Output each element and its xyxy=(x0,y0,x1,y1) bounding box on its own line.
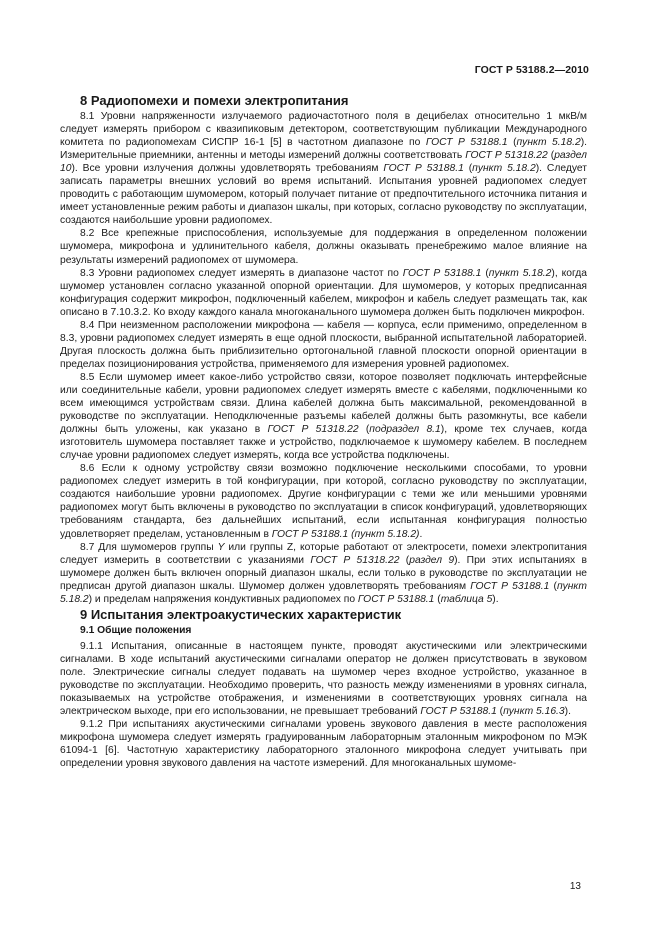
reference-text: пункт 5.16.3 xyxy=(503,706,565,718)
reference-text: раздел 9 xyxy=(409,554,455,566)
page-number: 13 xyxy=(569,881,581,892)
reference-text: ГОСТ Р 53188.1 xyxy=(383,163,464,175)
section-9-paragraph xyxy=(60,640,587,718)
body-text: ). При этих испытаниях в шумомере должен быть включен опорный диапазон шкалы, если только в руководстве по эксплуатации не предписан другой диапазон шкалы. Шумомер должен удовлетворять требованиям xyxy=(60,554,587,592)
reference-text: раздел 10 xyxy=(60,150,587,175)
body-text: 8.4 При неизменном расположении микрофона — кабеля — корпуса, если применимо, определенном в 8.3, уровни радиопомех следует измерять в еще одной плоскости, выбранной испытательной лабораторией. Другая плоскость должна быть приблизительно ортогональной главной плоскости опорной ориентации в пределах позиционирования устройства, применяемого для измерения уровней радиопомех. xyxy=(60,319,587,370)
body-text: или группы Z, которые работают от электросети, помехи электропитания следует измерить в соответствии с указаниями xyxy=(60,541,587,566)
body-text: 8.5 Если шумомер имеет какое-либо устройство связи, которое позволяет подключать интерфейсные или соединительные кабели, уровни радиопомех следует измерять вместе с кабелями, подключенными ко всем имеющимся устройствам связи. Длина кабелей должна быть максимальной, рекомендованной в руководстве по эксплуатации. Неподключенные разъемы кабелей должны быть разомкнуты, все кабели должны быть уложены, как указано в xyxy=(60,371,587,436)
reference-text: подраздел 8.1 xyxy=(369,424,441,436)
body-text: ( xyxy=(547,150,555,162)
section-8-paragraph xyxy=(60,541,587,606)
body-text: ( xyxy=(358,424,370,436)
reference-text: пункт 5.18.2 xyxy=(60,580,587,605)
body-text: 8.7 Для шумомеров группы xyxy=(80,541,218,553)
body-text: 8.2 Все крепежные приспособления, используемые для поддержания в определенном положении шумомера, микрофона и удлинительного кабеля, должны оказывать пренебрежимо малое влияние на результаты измерений радиопомех от шумомера. xyxy=(60,228,587,266)
section-8-paragraph xyxy=(60,267,587,319)
section-8-body xyxy=(60,110,587,606)
section-9-paragraph xyxy=(60,718,587,770)
body-text: . xyxy=(419,528,423,540)
body-text: ), когда шумомер установлен согласно указанной опорной ориентации. Для шумомеров, у которых предписанная конфигурация содержит микрофон, подключенный кабелем, микрофон и кабель следует размещать так, как описано в 7.10.3.2. Ко входу каждого канала многоканального шумомера должен быть подключен микрофон. xyxy=(60,267,587,318)
body-text: ( xyxy=(549,580,557,592)
body-text: ), кроме тех случаев, когда изготовитель шумомера поставляет также и устройство, подключаемое к шумомеру кабелем. В последнем случае уровни радиопомех следует измерять, когда все устройства подключены. xyxy=(60,424,588,462)
reference-text: ГОСТ Р 51318.22 xyxy=(267,424,359,436)
reference-text: ГОСТ Р 51318.22 xyxy=(310,554,400,566)
section-9-title: 9 Испытания электроакустических характеристик xyxy=(80,606,402,622)
reference-text: пункт 5.18.2 xyxy=(472,163,536,175)
body-text: 8.3 Уровни радиопомех следует измерять в диапазоне частот по xyxy=(80,267,403,279)
body-text: ( xyxy=(399,554,410,566)
reference-text: Y xyxy=(217,541,225,553)
reference-text: таблица 5 xyxy=(440,593,493,605)
body-text: ( xyxy=(463,163,473,175)
body-text: ). Следует записать параметры внешних условий во время испытаний. Испытания уровней радиопомех следует проводить с работающим шумомером, который получает питание от предпочтительного источника питания и имеет установленные режим работы и диапазон шкалы, при которых, согласно руководству по эксплуатации, создаются наибольшие уровни радиопомех. xyxy=(60,163,587,227)
page-content xyxy=(60,92,587,770)
reference-text: ГОСТ Р 53188.1 xyxy=(470,580,550,592)
body-text: ( xyxy=(496,706,504,718)
body-text: 9.1.2 При испытаниях акустическими сигналами уровень звукового давления в месте расположения микрофона шумомера следует измерять градуированным лабораторным эталонным микрофоном по МЭК 61094-1 [6]. Частотную характеристику лабораторного эталонного микрофона следует учитывать при определении уровня звукового давления на частоте измерений. Для многоканальных шумоме- xyxy=(60,719,587,770)
body-text: 8.1 Уровни напряженности излучаемого радиочастотного поля в децибелах относительно 1 мкВ/м следует измерять прибором с квазипиковым детектором, соответствующим публикации Международного комитета по радиопомехам СИСПР 16-1 [5] в частотном диапазоне по xyxy=(60,111,587,149)
reference-text: ГОСТ Р 53188.1 xyxy=(402,267,482,279)
section-8-paragraph xyxy=(60,110,587,227)
section-8-paragraph xyxy=(60,227,587,266)
reference-text: ГОСТ Р 51318.22 xyxy=(465,150,548,162)
document-code-header: ГОСТ Р 53188.2—2010 xyxy=(474,64,589,76)
body-text: ( xyxy=(434,593,441,605)
reference-text: пункт 5.18.2 xyxy=(516,137,581,149)
reference-text: пункт 5.18.2 xyxy=(488,267,552,279)
body-text: ). xyxy=(564,706,571,718)
subsection-9-1-title: 9.1 Общие положения xyxy=(80,624,192,636)
body-text: ( xyxy=(507,137,517,149)
reference-text: ГОСТ Р 53188.1 xyxy=(425,137,508,149)
body-text: ( xyxy=(481,267,489,279)
section-8-paragraph xyxy=(60,319,587,371)
section-8-paragraph xyxy=(60,462,587,540)
body-text: ). Измерительные приемники, антенны и методы измерений должны соответствовать xyxy=(60,137,587,162)
section-8-title: 8 Радиопомехи и помехи электропитания xyxy=(80,93,349,108)
reference-text: ГОСТ Р 53188.1 (пункт 5.18.2) xyxy=(271,528,420,540)
reference-text: ГОСТ Р 53188.1 xyxy=(357,593,435,605)
body-text: ) и пределам напряжения кондуктивных радиопомех по xyxy=(88,593,358,605)
body-text: ). xyxy=(492,593,499,605)
body-text: 9.1.1 Испытания, описанные в настоящем пункте, проводят акустическими или электрическими сигналами. В ходе испытаний акустическими сигналами оператор не должен присутствовать в звуковом поле. Электрические сигналы следует подавать на шумомер через входное устройство, указанное в руководстве по эксплуатации. Необходимо проверить, что разность между изменениями в уровнях сигнала, показываемых на устройстве отображения, и изменениями в соответствующих уровнях сигнала на электрическом выходе, при его использовании, не превышает требований xyxy=(60,640,587,718)
section-9-body xyxy=(60,640,587,770)
section-8-paragraph xyxy=(60,371,587,462)
body-text: ). Все уровни излучения должны удовлетворять требованиям xyxy=(71,163,384,175)
reference-text: ГОСТ Р 53188.1 xyxy=(420,706,497,718)
body-text: 8.6 Если к одному устройству связи возможно подключение несколькими способами, то уровни радиопомех следует измерить в той конфигурации, при которой, согласно руководству по эксплуатации, создаются наибольшие уровни радиопомех. Другие конфигурации с теми же или меньшими уровнями радиопомех могут быть включены в руководство по эксплуатации в список конфигураций, удовлетворяющих требованиям стандарта, без дальнейших испытаний, если испытанная конфигурация полностью удовлетворяет пределам, установленным в xyxy=(60,463,587,540)
